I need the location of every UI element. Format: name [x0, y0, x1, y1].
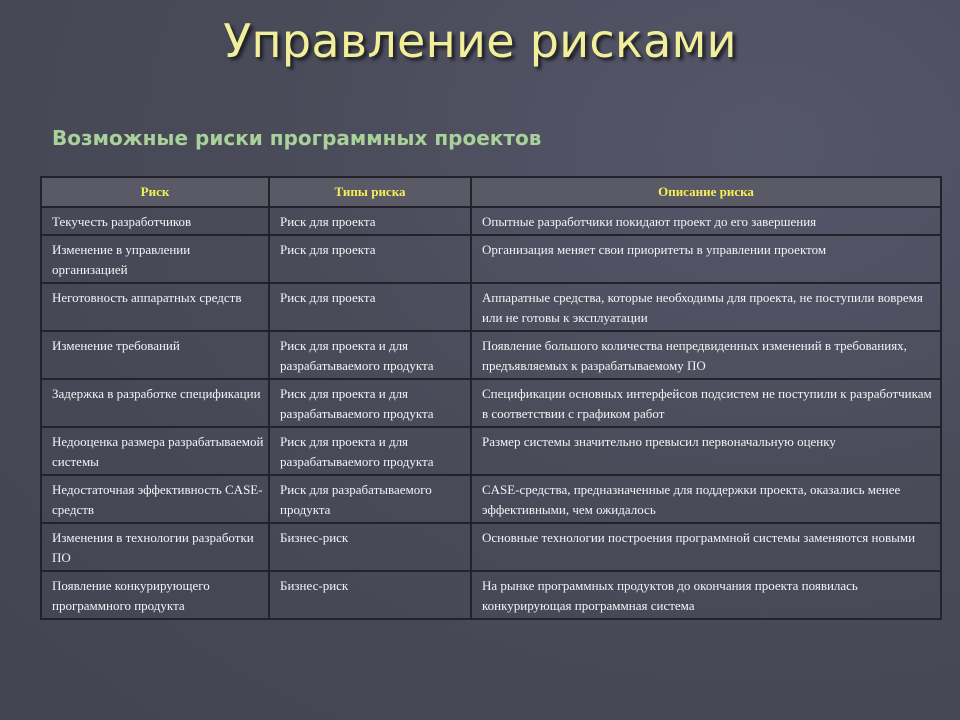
- cell-risk: Текучесть разработчиков: [41, 207, 269, 235]
- cell-description: Появление большого количества непредвиденных изменений в требованиях, предъявляемых к разрабатываемому ПО: [471, 331, 941, 379]
- cell-risk-type: Риск для проекта: [269, 235, 471, 283]
- table-row: [41, 475, 941, 523]
- slide-title: Управление рисками: [223, 14, 737, 68]
- cell-description: Опытные разработчики покидают проект до его завершения: [471, 207, 941, 235]
- table-row: [41, 427, 941, 475]
- table-row: [41, 207, 941, 235]
- cell-risk-type: Риск для проекта и для разрабатываемого продукта: [269, 331, 471, 379]
- cell-risk: Изменение в управлении организацией: [41, 235, 269, 283]
- table-row: [41, 235, 941, 283]
- table-header-row: [41, 177, 941, 207]
- cell-description: Аппаратные средства, которые необходимы для проекта, не поступили вовремя или не готовы к эксплуатации: [471, 283, 941, 331]
- cell-risk: Недостаточная эффективность CASE-средств: [41, 475, 269, 523]
- cell-risk-type: Риск для проекта: [269, 207, 471, 235]
- cell-description: Основные технологии построения программной системы заменяются новыми: [471, 523, 941, 571]
- cell-description: Организация меняет свои приоритеты в управлении проектом: [471, 235, 941, 283]
- cell-risk: Изменения в технологии разработки ПО: [41, 523, 269, 571]
- cell-risk-type: Бизнес-риск: [269, 571, 471, 619]
- cell-description: Спецификации основных интерфейсов подсистем не поступили к разработчикам в соответствии с графиком работ: [471, 379, 941, 427]
- table-row: [41, 379, 941, 427]
- slide-subtitle: Возможные риски программных проектов: [52, 126, 542, 150]
- header-risk-description: Описание риска: [471, 177, 941, 207]
- cell-risk: Изменение требований: [41, 331, 269, 379]
- cell-risk: Неготовность аппаратных средств: [41, 283, 269, 331]
- header-risk-type: Типы риска: [269, 177, 471, 207]
- cell-risk: Задержка в разработке спецификации: [41, 379, 269, 427]
- cell-description: Размер системы значительно превысил первоначальную оценку: [471, 427, 941, 475]
- table-row: [41, 523, 941, 571]
- cell-description: На рынке программных продуктов до окончания проекта появилась конкурирующая программная система: [471, 571, 941, 619]
- cell-description: CASE-средства, предназначенные для поддержки проекта, оказались менее эффективными, чем ожидалось: [471, 475, 941, 523]
- cell-risk: Появление конкурирующего программного продукта: [41, 571, 269, 619]
- table-row: [41, 283, 941, 331]
- risk-table: [40, 176, 942, 620]
- table-row: [41, 571, 941, 619]
- table-row: [41, 331, 941, 379]
- cell-risk-type: Риск для проекта: [269, 283, 471, 331]
- cell-risk: Недооценка размера разрабатываемой системы: [41, 427, 269, 475]
- cell-risk-type: Риск для разрабатываемого продукта: [269, 475, 471, 523]
- header-risk: Риск: [41, 177, 269, 207]
- cell-risk-type: Риск для проекта и для разрабатываемого продукта: [269, 427, 471, 475]
- cell-risk-type: Риск для проекта и для разрабатываемого продукта: [269, 379, 471, 427]
- cell-risk-type: Бизнес-риск: [269, 523, 471, 571]
